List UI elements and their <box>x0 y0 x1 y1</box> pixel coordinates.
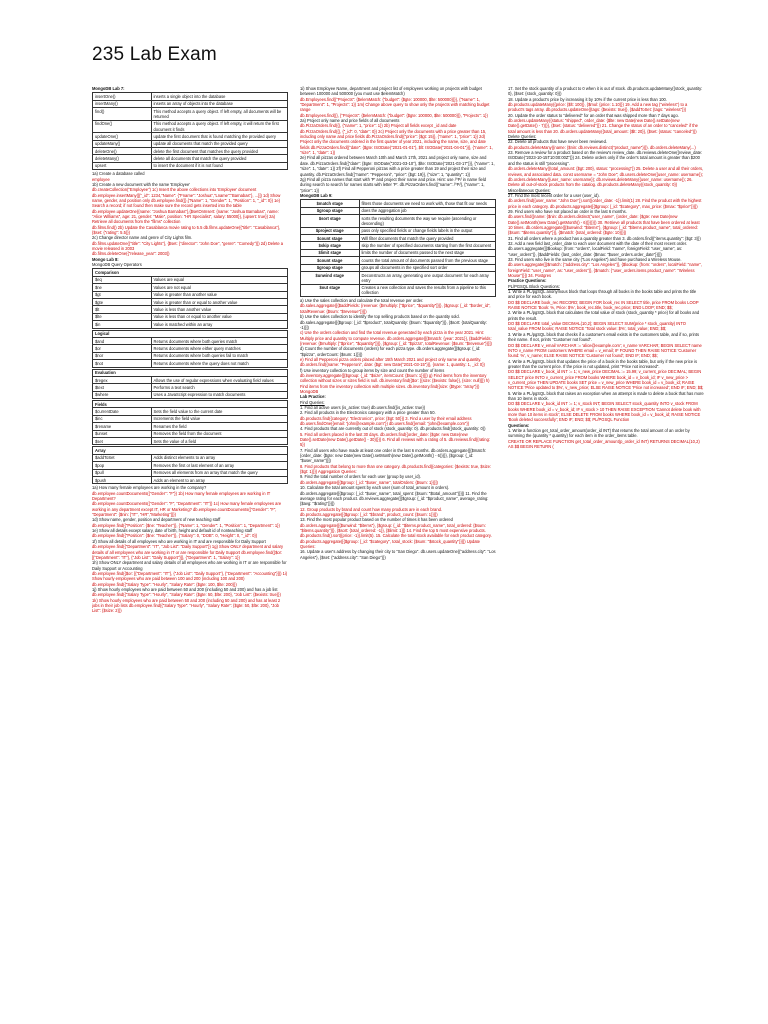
table-cell-key: $pop <box>93 462 152 469</box>
text-line: Miscellaneous Queries: <box>508 187 551 193</box>
table-section-heading: Logical <box>93 330 288 337</box>
table-cell-value: counts the total amount of documents passed from the previous stage <box>359 257 496 264</box>
table-row <box>301 207 496 214</box>
text-line: DO $$ DECLARE book_rec RECORD; BEGIN FOR book_rec IN SELECT title, price FROM books LOOP RAISE NOTICE 'Book: %, Price: $%', book_rec.title, book_rec.price; END LOOP; END; $$; <box>508 299 699 311</box>
table-row <box>301 271 496 284</box>
table-row <box>301 200 496 207</box>
comparison-operators-table <box>92 268 288 328</box>
table-row <box>301 284 496 297</box>
table-row <box>93 376 288 383</box>
text-line: DO $$ DECLARE v_book_id INT := 1; v_new_price DECIMAL := 15.99; v_current_price DECIMAL; BEGIN SELECT price INTO v_current_price FROM books WHERE book_id = v_book_id; IF v_new_price > v_current_price THEN UPDATE books SET price = v_new_price WHERE book_id = v_book_id; RAISE NOTICE 'Price updated to $%', v_new_price; ELSE RAISE NOTICE 'Price not increased'; END IF; END; $$; <box>508 369 704 391</box>
table-cell-key: updateMany() <box>93 140 152 147</box>
text-line: db.employee.find({"Position": {$ne: "Teacher"}}, {"Name": 1, "Gender": 1, "Position": 1, "Department": 1}) <box>92 522 280 528</box>
table-row <box>93 299 288 306</box>
table-row <box>93 477 288 484</box>
table-cell-key: $rename <box>93 423 152 430</box>
table-row <box>93 415 288 422</box>
text-line: 2a) Project only name and price fields of all documents <box>300 118 400 124</box>
table-row <box>93 155 288 162</box>
text-line: e) Find all Pepperoni pizza orders placed after 15th March 2021 and project only name and quantity. db.orders.find({name: "Pepperoni", date: {$gt: new Date("2021-03-15")}}, {name: 1, quantity: 1, _id: 0}) <box>300 356 485 368</box>
table-cell-key: $skip stage <box>301 242 360 249</box>
table-cell-value: delete all documents that match the query provided <box>151 155 288 162</box>
table-cell-key: $gt <box>93 291 152 298</box>
table-cell-value: Sets the value of a field <box>151 438 288 445</box>
table-cell-value: Values are equal <box>151 276 288 283</box>
text-line: 1. Write a function get_total_order_amount(order_id INT) that returns the total amount of an order by summing the (quantity * quantity) for each item in the order_items table. <box>508 428 690 439</box>
table-cell-value: Removes the field from the document <box>151 430 288 437</box>
text-line: 16. Update a user's address by changing their city to "San Diego". db.users.updateOne({"address.city": "Los Angeles"}, {$set: {"address.city": "San Diego"}}) <box>300 549 496 560</box>
table-cell-value: inserts an array of objects into the database <box>151 100 288 107</box>
table-section-heading: Comparison <box>93 269 288 276</box>
table-row <box>93 430 288 437</box>
table-row <box>301 227 496 234</box>
text-line: employee <box>92 176 110 182</box>
table-cell-value: to insert the document if it is not found <box>151 162 288 169</box>
table-cell-key: $and <box>93 337 152 344</box>
table-cell-key: $pull <box>93 469 152 476</box>
text-line: db.Employees.find({"Projects": {$elemMatch: {"budget": {$gte: 100000, $lte: 500000}}}}, {"Name": 1, "Department": 1, "Projects": 1}) 1m) Change above query to show only the projects with matching budget range <box>300 96 490 113</box>
text-line: 29. Find users who have not placed an order in the last 6 months. <box>508 208 627 214</box>
table-cell-value: does the aggregation job <box>359 207 496 214</box>
table-row <box>93 133 288 140</box>
text-line: 8. Find products that belong to more than one category. db.products.find({categories: {$exists: true, $size: {$gt: 1}}}) Aggregation Queries: <box>300 463 492 475</box>
table-row <box>301 249 496 256</box>
text-line: db.Employees.find({}, {"Projects": {$elemMatch: {"budget": {$gte: 100000, $lte: 500000}}}, "Projects": 1}) <box>300 112 488 118</box>
table-row <box>93 93 288 100</box>
text-line: DO $$ DECLARE v_book_id INT := 1; v_stock INT; BEGIN SELECT stock_quantity INTO v_stock FROM books WHERE book_id = v_book_id; IF v_stock > 10 THEN RAISE EXCEPTION 'Cannot delete book with more than 10 items in stock'; ELSE DELETE FROM books WHERE book_id = v_book_id; RAISE NOTICE 'Book deleted successfully'; END IF; END; $$; PL/PGSQL Function <box>508 401 701 423</box>
text-line: db.orders.aggregate([{$group: {_id: "$user_name", totalOrders: {$sum: 1}}}]) <box>300 479 438 485</box>
text-line: b) Use the sales collection to identify the top selling products based on the quantity sold. db.sales.aggregate([{$group: {_id: "$product", totalQuantity: {$sum: "$quantity"}}}, {$sort: {totalQuantity: -1}}]) <box>300 314 487 330</box>
text-line: 1b) Create a new document with the name 'Employee' <box>92 181 191 187</box>
text-line: db.films.updateOne({"title": "City Lights"}, {$set: {"director": "John Doe", "genre": "Comedy"}}) 2d) Delete a movie released in 2003 <box>92 240 284 252</box>
text-line: db.users.find({name: {$nin: db.orders.distinct("user_name", {order_date: {$gte: new Date(new Date().setMonth(new Date().getMonth() - 6))}})}}) 30. Retrieve all products that have been ordered at least 10 times. db.orders.aggregate([{$unwind: "$items"}, {$group: {_id: "$items.product_name", total_ordered: {$sum: "$items.quantity"}}}, {$match: {total_ordered: {$gte: 10}}}]) <box>508 214 700 236</box>
table-cell-value: Value is less than another value <box>151 306 288 313</box>
text-line: MongoDB Lab 9: <box>300 192 333 198</box>
text-line: db.employee.find({$or: [{"Department": "IT"}, {"Job List": "Daily Support"}, {"Department": "Accounting"}]}) 1i) Show hourly employees who are paid between 100 and 200 (including 100 and 200) <box>92 570 288 582</box>
text-line: 33. Find users who live in the same city ("Los Angeles") and have purchased a Wireless Mouse. <box>508 257 682 262</box>
text-line: 1d) Show name, gender, position and department of new teaching staff <box>92 517 221 523</box>
table-cell-value: Returns documents where the query does not match <box>151 360 288 367</box>
text-line: db.films.find() 2b) Update the Casablanca movie rating to 5.5 db.films.updateOne({"title": "Casablanca"}, {$set: {"rating": 5.5}}) <box>92 224 281 236</box>
table-row <box>93 162 288 169</box>
text-line: 1k) Show hourly employees who are paid between 50 and 200 (including 50 and 200) and has at least 2 jobs in their job lists db.employee.find({"Salary Type": "Hourly", "Salary Rate": {$gte: 50, $lte: 200}, "Job List": {$size: 2}}) <box>92 597 281 614</box>
table-cell-key: $count stage <box>301 257 360 264</box>
table-cell-value: Adds distinct elements to an array <box>151 454 288 461</box>
table-cell-value: This method accepts a query object. If left empty, all documents will be returned <box>151 108 288 121</box>
text-line: Practice Questions: <box>508 278 547 284</box>
text-line: db.orders.aggregate([{$unwind: "$items"}, {$group: {_id: "$items.product_name", total_ordered: {$sum: "$items.quantity"}}}, {$sort: {total_ordered: -1}}, {$limit: 1}]) 14. Find the top 5 most expensive products. db.products.find().sort({price: -1}).limit(5). 15. Calculate the total stock available for each product category. db.products.aggregate([{$group: {_id: "$category", total_stock: {$sum: "$stock_quantity"}}}]) Update Queries: <box>300 522 492 549</box>
table-section-heading: Fields <box>93 401 288 408</box>
text-line: f) Use inventory collection to group items by size and count the number of items <box>300 367 445 373</box>
table-cell-value: skip the number of specified documents starting from the first document <box>359 242 496 249</box>
text-line: d) Count the number of documents (orders) for each pizza type. db.orders.aggregate([{$group: {_id: "$pizza", orderCount: {$sum: 1}}}]) <box>300 346 481 357</box>
array-operators-table <box>92 446 288 484</box>
table-cell-value: Will filter documents that match the query provided <box>359 234 496 241</box>
table-cell-value: Renames the field <box>151 423 288 430</box>
table-cell-key: $nor <box>93 352 152 359</box>
text-line: 27. Find the most recent order for a user (user_id). <box>508 192 600 198</box>
text-line: 10. Calculate the total amount spent by each user (sum of total_amount in orders). db.orders.aggregate([{$group: {_id: "$user_name", total_spent: {$sum: "$total_amount"}}}]) 11. Find the average rating for each product. db.reviews.aggregate([{$group: {_id: "$product_name", average_rating: {$avg: "$rating"}}}]) <box>300 485 489 507</box>
text-line: 2c) Change director name and genre of City Lights film. <box>92 235 193 241</box>
table-cell-key: $unwind stage <box>301 271 360 284</box>
text-line: 12. Group products by brand and count how many products are in each brand. db.products.aggregate([{$group: {_id: "$brand", product_count: {$sum: 1}}}]) <box>300 506 443 517</box>
table-row <box>93 313 288 320</box>
text-line: Lab Practice: <box>300 394 326 400</box>
text-line: db.inventory.aggregate([{$group: {_id: "$size", itemCount: {$sum: 1}}}]) g) Find items from the inventory collection without sizes or sizes field is null. db.inventory.find({$or: [{size: {$exists: false}}, {size: null}]}) h) Find items from the inventory collection with multiple sizes. db.inventory.find({size: {$type: "array"}}) MongoDB <box>300 372 490 394</box>
table-cell-key: $currentDate <box>93 408 152 415</box>
table-cell-key: $eq <box>93 276 152 283</box>
table-cell-key: $not <box>93 360 152 367</box>
table-cell-value: Removes the first or last element of an array <box>151 462 288 469</box>
section-heading: MongoDB Lab 7: <box>92 86 125 91</box>
text-line: db.users.aggregate([{$match: {"address.city": "Los Angeles"}}, {$lookup: {from: "orders", localField: "name", foreignField: "user_name", as: "user_orders"}}, {$match: {"user_orders.items.product_name": "Wireless Mouse"}}]) 34. Postgres <box>508 262 702 279</box>
table-cell-value: Removes all elements from an array that match the query <box>151 469 288 476</box>
table-cell-value: This method accepts a query object. If left empty, it will return the first document it finds <box>151 120 288 133</box>
table-row <box>93 291 288 298</box>
column-1 <box>92 86 288 986</box>
text-line: c) Use the orders collection and find the total revenue generated by each pizza in the year 2021. Hint: Multiply price and quantity to compute revenue. db.orders.aggregate([{$match: {year: 2021}}, {$addFields: {revenue: {$multiply: ["$price", "$quantity"]}}}, {$group: {_id: "$pizza", totalRevenue: {$sum: "$revenue"}}}]) <box>300 330 492 346</box>
text-line: 20. Update the order status to "delivered" for an order that was shipped more than 7 days ago. <box>508 112 679 118</box>
text-line: db.films.deleteOne({"release_year": 2003}) <box>92 251 170 257</box>
text-line: Questions: <box>508 422 530 428</box>
text-line: db.employee.countDocuments({"Gender": "F", "Department": "IT"}) 1c) How many female employees are working in any department except IT, HR or Marketing? db.employee.countDocuments({"Gender": "F", "Department": {$nin: ["IT", "HR","Marketing"]}}) <box>92 501 282 518</box>
table-cell-value: filters those documents we need to work with, those that fit our needs <box>359 200 496 207</box>
text-line: db.sales.aggregate([{$addFields: {revenue: {$multiply: ["$price", "$quantity"]}}}, {$group: {_id: "$order_id", totalRevenue: {$sum: "$revenue"}}}]) <box>300 303 491 314</box>
text-line: db.employee.find({"Salary Type": "Hourly", "Salary Rate": {$gte: 100, $lte: 200}}) <box>92 581 237 587</box>
table-cell-key: $count stage <box>301 234 360 241</box>
text-line: db.products.updateMany({price: {$lt: 100}}, {$mul: {price: 1.10}}) 19. Add a new tag ("wireless") to a product's tags array. db.products.updateOne({tags: {$exists: true}}, {$addToSet: {tags: "wireless"}}) <box>508 102 688 113</box>
text-line: db.employee.find({"Position": {$ne: "Teacher"}}, {"Salary": 0, "DOB": 0, "Height": 0, "_id": 0}) <box>92 533 258 539</box>
text-line: 13. Find the most popular product based on the number of times it has been ordered <box>300 517 453 523</box>
table-cell-key: $lt <box>93 306 152 313</box>
table-row <box>93 391 288 398</box>
table-cell-key: updateOne() <box>93 133 152 140</box>
table-row <box>93 462 288 469</box>
text-line: db.products.deleteMany({name: {$nin: db.reviews.distinct("product_name")}}). db.orders.deleteMany(...) <box>508 144 696 150</box>
table-cell-value: Performs a text search <box>151 384 288 391</box>
text-line: 1a) How many female employees are working in the company? <box>92 485 207 491</box>
table-row <box>301 215 496 228</box>
text-line: MongoDB Query Operators <box>92 262 142 268</box>
text-line: 1f) Show all details of all employees who are working in IT and are responsible for Daily Support <box>92 538 266 544</box>
logical-operators-table <box>92 330 288 368</box>
table-cell-value: Increments the field value <box>151 415 288 422</box>
text-line: db.orders.find({user_name: "John Doe"}).sort({order_date: -1}).limit(1) 28. Find the product with the highest price in each category. db.products.aggregate([{$group: {_id: "$category", max_price: {$max: "$price"}}}]) <box>508 198 702 209</box>
column-3 <box>508 86 704 986</box>
text-line: Mongo Lab 8: <box>92 256 119 262</box>
table-cell-value: Returns documents where both queries match <box>151 337 288 344</box>
column-2 <box>300 86 496 986</box>
text-line: 1. Find all active users (is_active: true) db.users.find({is_active: true}) <box>300 405 426 410</box>
table-cell-key: $limit stage <box>301 249 360 256</box>
table-row <box>301 234 496 241</box>
text-line: 1e) Show all details except salary, date of birth, height and default id of nonteaching staff <box>92 528 253 534</box>
table-cell-value: Uses a JavaScript expression to match documents <box>151 391 288 398</box>
text-line: 1a) Create a database called <box>92 171 145 177</box>
table-cell-key: $addToSet <box>93 454 152 461</box>
table-row <box>301 242 496 249</box>
text-line: db.employee.find({"Department": "IT", "Job List": "Daily Support"}) 1g) Show ONLY department and salary details of all employees who are working in IT or are responsible for Daily Support db.employee.find({$or: [{"Department": "IT"}, {"Job List": "Daily Support"}]}, {"Department": 1, "Salary": 1}) <box>92 544 284 560</box>
table-row <box>93 423 288 430</box>
text-line: 1j) Show hourly employees who are paid between 50 and 200 (including 50 and 200) and has a job list <box>92 586 278 592</box>
text-line: 17. Set the stock quantity of a product to 0 when it is out of stock. db.products.updateMany({stock_quantity: 0}, {$set: {stock_quantity: 0}}) <box>508 86 703 97</box>
table-cell-value: Adds an element to an array <box>151 477 288 484</box>
table-cell-key: $in <box>93 321 152 328</box>
table-cell-key: $sort stage <box>301 215 360 228</box>
table-cell-key: $ne <box>93 284 152 291</box>
table-cell-key: $group stage <box>301 264 360 271</box>
table-cell-value: Value is less than or equal to another value <box>151 313 288 320</box>
text-line: DO $$ DECLARE v_email VARCHAR := 'alice@example.com'; v_name VARCHAR; BEGIN SELECT name INTO v_name FROM customers WHERE email = v_email; IF FOUND THEN RAISE NOTICE 'Customer found: %', v_name; ELSE RAISE NOTICE 'Customer not found'; END IF; END; $$; <box>508 342 702 359</box>
table-row <box>93 337 288 344</box>
text-line: 2e) Find all pizzas ordered between March 10th and March 17th, 2021 and project only name, size and date. db.PizzaOrders.find({"date": {$gte: ISODate("2021-03-10"), $lte: ISODate("2021-03-17")}}, {"name": 1, "size": 1, "date": 1}) 2f) Find all Pepperoni pizzas with a price greater than 19 and project their size and quantity. db.PizzaOrders.find({"name": "Pepperoni", "price": {$gt: 19}}, {"size": 1, "quantity": 1}) <box>300 155 495 177</box>
table-row <box>301 264 496 271</box>
table-cell-value: pass only specified fields or change fields labels in the output <box>359 227 496 234</box>
table-cell-key: deleteMany() <box>93 155 152 162</box>
field-operators-table <box>92 400 288 445</box>
text-line: db.createCollection("Employee") 1c) Insert the above collections into 'Employee' document db.employee.insertMany([{"_id": 1234,"Name": {"Fname": "Joshua","Lname":"Barnabas"}, ...}]) 1d) Show name, gender, and position only db.employee.find({},{"Name": 1, "Gender": 1, "Position": 1, "_id": 0}) 1e) Search a record; if not found then make sure the record gets inserted into the table db.employee.updateOne({name: "Joshua Barnabas"},{$setOnInsert: {name: "Joshua Barnabas", name: "Alice Williams", age: 21, gender: "Male", position: "HR Specialist", salary: 55000}}, {upsert: true}) 2a) Retrieve all documents from the "films" collection <box>92 187 281 225</box>
text-line: 2. Find all products in the Electronics category with a price greater than 50. <box>300 410 436 416</box>
text-line: 22. Delete all products that have never been reviewed. <box>508 139 607 145</box>
table-cell-value: Value is greater than or equal to another value <box>151 299 288 306</box>
table-cell-key: $project stage <box>301 227 360 234</box>
table-row <box>93 284 288 291</box>
text-line: db.employee.countDocuments({"Gender": "F"}) 1b) How many female employees are working in IT Department? <box>92 490 271 502</box>
table-row <box>93 384 288 391</box>
table-section-heading: Evaluation <box>93 369 288 376</box>
table-cell-key: insertMany() <box>93 100 152 107</box>
table-cell-value: update all documents that match the provided query <box>151 140 288 147</box>
table-cell-value: sorts the resulting documents the way we require (ascending or descending) <box>359 215 496 228</box>
table-cell-key: deleteOne() <box>93 148 152 155</box>
text-line: 4. Write a PL/pgSQL block that updates the price of a book in the books table, but only if the new price is greater than the current price. If the price is not updated, print "Price not increased". <box>508 358 698 369</box>
table-cell-key: $match stage <box>301 200 360 207</box>
table-row <box>93 108 288 121</box>
table-cell-key: $unset <box>93 430 152 437</box>
text-line: db.employee.find({"Salary Type": "Hourly", "Salary Rate": {$gte: 50, $lte: 200}, "Job List": {$exists: true}}) <box>92 592 281 598</box>
text-line: 7. Find all users who have made at least one order in the last 6 months. db.orders.aggregate([{$match: {order_date: {$gte: new Date(new Date().setMonth(new Date().getMonth() - 6))}}}, {$group: {_id: "$user_name"}}]) <box>300 447 487 464</box>
table-cell-value: Values are not equal <box>151 284 288 291</box>
text-line: db.PizzaOrders.find({}, {"name": 1, "price": 1}) 2b) Project all fields except _id and date db.PizzaOrders.find({}, {"_id": 0, "date": 0}) 2c) Project only the documents with a price greater than 15, including only name and price fields db.PizzaOrders.find({"price": {$gt: 15}}, {"name": 1, "price": 1}) 2d) Project only the documents ordered in the first quarter of year 2021, including the name, size, and date fields db.PizzaOrders.find({"date": {$gte: ISODate("2021-01-01"), $lt: ISODate("2021-04-01")}}, {"name": 1, "size": 1, "date": 1}) <box>300 123 493 156</box>
table-cell-key: $group stage <box>301 207 360 214</box>
text-line: db.products.find({category: "Electronics", price: {$gt: 50}}) 3. Find a user by their email address db.users.findOne({email: "john@example.com"}) db.users.find({email: "john@example.com"}) <box>300 415 472 427</box>
text-line: db.orders.deleteMany({total_amount: {$gt: 200}, status: "processing"}) 25. Delete a user and all their orders, reviews, and associated data. const username = "John Doe"; db.users.deleteOne({user_name: username}); db.orders.deleteMany({user_name: username}); db.reviews.deleteMany({user_name: username}); 26. Delete all out-of-stock products from the catalog. db.products.deleteMany({stock_quantity: 0}) <box>508 166 704 188</box>
table-row <box>301 257 496 264</box>
table-cell-value: Value is greater than another value <box>151 291 288 298</box>
table-row <box>93 100 288 107</box>
table-cell-value: Deconstructs an array, generating one output document for each array entry <box>359 271 496 284</box>
table-cell-key: $set <box>93 438 152 445</box>
text-line: 31. Find all orders where a product has a quantity greater than 3. db.orders.find({"items.quantity": {$gt: 3}}) 32. Add a new field last_order_date to each user document with the date of their most recent order. db.users.aggregate([{$lookup: {from: "orders", localField: "name", foreignField: "user_name", as: "user_orders"}}, {$addFields: {last_order_date: {$max: "$user_orders.order_date"}}}]) <box>508 235 701 257</box>
table-row <box>93 408 288 415</box>
table-row <box>93 276 288 283</box>
text-line: DO $$ DECLARE total_value DECIMAL(10,2); BEGIN SELECT SUM(price * stock_quantity) INTO total_value FROM books; RAISE NOTICE 'Total stock value: $%', total_value; END; $$; <box>508 321 686 332</box>
table-section-heading: Array <box>93 447 288 454</box>
text-line: 5. Write a PL/pgSQL block that raises an exception when an attempt is made to delete a book that has more than 10 items in stock. <box>508 390 704 401</box>
text-line: PL/PGSQL Block Questions: <box>508 283 560 289</box>
text-line: Find Queries: <box>300 399 325 405</box>
text-line: 3. Write a PL/pgSQL block that checks if a customer's email exists in the customers table, and if so, prints their name. If not, prints "Customer not found". <box>508 331 699 343</box>
table-row <box>93 438 288 445</box>
table-cell-value: Returns documents where either query matches <box>151 345 288 352</box>
table-cell-value: Creates a new collection and saves the results from a pipeline to this collection <box>359 284 496 297</box>
table-cell-key: insertOne() <box>93 93 152 100</box>
table-row <box>93 345 288 352</box>
aggregation-stages-table <box>300 199 496 297</box>
table-row <box>93 321 288 328</box>
table-cell-key: $text <box>93 384 152 391</box>
text-line: 2. Write a PL/pgSQL block that calculates the total value of stock (stock_quantity * price) for all books and prints the result. <box>508 310 700 321</box>
table-cell-value: limits the number of documents passed to the next stage <box>359 249 496 256</box>
table-cell-key: upsert <box>93 162 152 169</box>
table-cell-value: groups all documents in the specified sort order <box>359 264 496 271</box>
page-title: 235 Lab Exam <box>92 44 217 65</box>
text-line: CREATE OR REPLACE FUNCTION get_total_order_amount(p_order_id INT) RETURNS DECIMAL(10,2) AS $$ BEGIN RETURN ( <box>508 438 700 450</box>
text-line: 23. Remove a review for a product based on the review's review_date. db.reviews.deleteOne({review_date: ISODate("2023-10-15T10:00:00Z")}) 24. Delete orders only if the order's total amount is greater than $200 and the status is still "processing". <box>508 150 703 166</box>
table-cell-key: $regex <box>93 376 152 383</box>
crud-methods-table <box>92 92 288 170</box>
text-line: a) Use the sales collection and calculate the total revenue per order. <box>300 298 424 304</box>
table-cell-key: $where <box>93 391 152 398</box>
table-cell-value: Sets the field value to the current date <box>151 408 288 415</box>
text-line: 1h) Show ONLY department and salary details of all employees who are working in IT or are responsible for Daily Support or Accounting <box>92 560 287 571</box>
table-row <box>93 469 288 476</box>
table-row <box>93 454 288 461</box>
table-row <box>93 352 288 359</box>
table-row <box>93 148 288 155</box>
text-line: 2g) Find all pizza names that start with 'P' and project their name and price. Hint: use /^P/ in name field during search to search for names starts with letter 'P'. db.PizzaOrders.find({"name": /^P/}, {"name": 1, "price": 1}) <box>300 176 486 193</box>
table-cell-value: Allows the use of regular expressions when evaluating field values <box>151 376 288 383</box>
table-cell-key: $out stage <box>301 284 360 297</box>
table-cell-key: $or <box>93 345 152 352</box>
table-cell-key: $lte <box>93 313 152 320</box>
table-row <box>93 120 288 133</box>
table-row <box>93 140 288 147</box>
table-cell-value: Returns documents where both queries fail to match <box>151 352 288 359</box>
table-cell-value: delete the first document that matches the query provided <box>151 148 288 155</box>
table-row <box>93 306 288 313</box>
table-cell-key: findOne() <box>93 120 152 133</box>
text-line: 9. Find the total number of orders for each user (group by user_id). <box>300 474 422 480</box>
text-line: 4. Find products that are currently out of stock (stock_quantity: 0). db.products.find({stock_quantity: 0}) <box>300 426 486 432</box>
table-cell-key: $gte <box>93 299 152 306</box>
evaluation-operators-table <box>92 369 288 400</box>
table-cell-value: inserts a single object into the database <box>151 93 288 100</box>
text-line: 5. Find all orders placed in the last 30 days. db.orders.find({order_date: {$gte: new Date(new Date().setDate(new Date().getDate() - 30))}}) 6. Find all reviews with a rating of 5. db.reviews.find({rating: 5}) <box>300 431 490 448</box>
table-cell-key: find() <box>93 108 152 121</box>
text-line: 18. Update a product's price by increasing it by 10% if the current price is less than 100. <box>508 96 667 102</box>
table-cell-value: update the first document that is found matching the provided query <box>151 133 288 140</box>
table-row <box>93 360 288 367</box>
text-line: db.orders.updateMany({status: "shipped", order_date: {$lte: new Date(new Date().setDate(new Date().getDate() - 7))}}, {$set: {status: "delivered"}}) 21. Change the status of an order to "canceled" if the total amount is less than 20. db.orders.updateMany({total_amount: {$lt: 20}}, {$set: {status: "canceled"}}) <box>508 118 698 134</box>
table-cell-key: $inc <box>93 415 152 422</box>
text-line: 1i) Show Employee Name, department and project list of employees working on projects with budget between 100000 and 500000 (you must use $elemMatch) <box>300 86 482 97</box>
text-line: Delete Queries: <box>508 134 537 140</box>
table-cell-value: Value is matched within an array <box>151 321 288 328</box>
text-line: 1. Write a PL/pgSQL anonymous block that loops through all books in the books table and prints the title and price for each book. <box>508 289 697 300</box>
table-cell-key: $push <box>93 477 152 484</box>
